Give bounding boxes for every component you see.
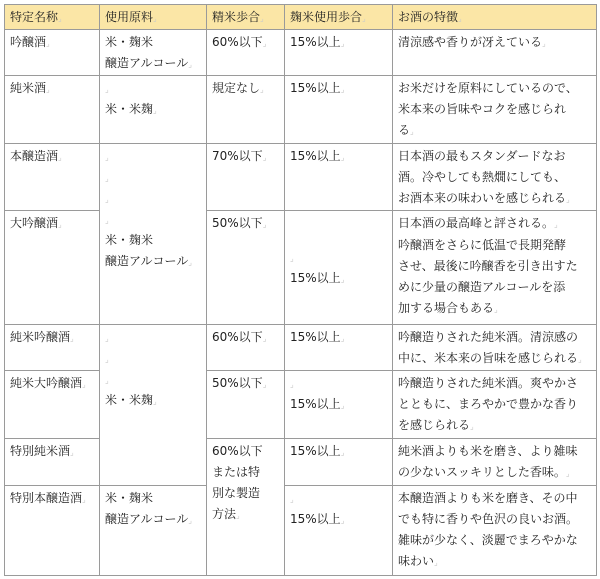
row-polish: 60%以下⌟ — [207, 30, 285, 76]
row-ingredients: 米・麹米 醸造アルコール⌟ — [100, 486, 207, 576]
table-row — [5, 325, 597, 371]
row-name: 純米大吟醸酒⌟ — [5, 371, 100, 439]
table-row — [5, 211, 597, 325]
header-name: 特定名称⌟ — [5, 5, 100, 30]
header-polish: 精米歩合⌟ — [207, 5, 285, 30]
row-ingredients: ⌟ ⌟ ⌟ ⌟ 米・麹米 醸造アルコール⌟ — [100, 144, 207, 325]
row-polish: 50%以下⌟ — [207, 211, 285, 325]
row-feature: 純米酒よりも米を磨き、より雑味 の少ないスッキリとした香味。⌟ — [393, 439, 597, 486]
row-koji: 15%以上⌟ — [285, 144, 393, 211]
row-koji: ⌟ 15%以上⌟ — [285, 371, 393, 439]
table-row — [5, 486, 597, 576]
row-feature: 日本酒の最もスタンダードなお 酒。冷やしても熱燗にしても、 お酒本来の味わいを感じられる⌟ — [393, 144, 597, 211]
row-koji: 15%以上⌟ — [285, 439, 393, 486]
row-feature: お米だけを原料にしているので、 米本来の旨味やコクを感じられ る⌟ — [393, 76, 597, 144]
row-koji: 15%以上⌟ — [285, 30, 393, 76]
row-name: 本醸造酒⌟ — [5, 144, 100, 211]
row-name: 大吟醸酒⌟ — [5, 211, 100, 325]
header-feature: お酒の特徴⌟ — [393, 5, 597, 30]
sake-classification-table — [4, 4, 597, 576]
row-ingredients: ⌟ ⌟ ⌟ 米・米麹⌟ — [100, 325, 207, 486]
row-feature: 吟醸造りされた純米酒。爽やかさ とともに、まろやかで豊かな香り を感じられる⌟ — [393, 371, 597, 439]
row-ingredients: 米・麹米 醸造アルコール⌟ — [100, 30, 207, 76]
row-name: 純米酒⌟ — [5, 76, 100, 144]
table-header-row — [5, 5, 597, 30]
row-name: 特別純米酒⌟ — [5, 439, 100, 486]
row-koji: ⌟ 15%以上⌟ — [285, 486, 393, 576]
row-koji: 15%以上⌟ — [285, 325, 393, 371]
row-polish: 70%以下⌟ — [207, 144, 285, 211]
row-koji: 15%以上⌟ — [285, 76, 393, 144]
row-name: 特別本醸造酒⌟ — [5, 486, 100, 576]
row-feature: 本醸造酒よりも米を磨き、その中 でも特に香りや色沢の良いお酒。 雑味が少なく、淡麗でまろやかな 味わい⌟ — [393, 486, 597, 576]
row-polish: 60%以下 または特 別な製造 方法⌟ — [207, 439, 285, 576]
row-ingredients: ⌟ 米・米麹⌟ — [100, 76, 207, 144]
table-row — [5, 439, 597, 486]
table-row — [5, 144, 597, 211]
row-koji: ⌟ 15%以上⌟ — [285, 211, 393, 325]
row-feature: 吟醸造りされた純米酒。清涼感の 中に、米本来の旨味を感じられる⌟ — [393, 325, 597, 371]
table-row — [5, 30, 597, 76]
row-name: 純米吟醸酒⌟ — [5, 325, 100, 371]
header-koji: 麹米使用歩合⌟ — [285, 5, 393, 30]
row-polish: 60%以下⌟ — [207, 325, 285, 371]
row-polish: 50%以下⌟ — [207, 371, 285, 439]
row-feature: 日本酒の最高峰と評される。⌟ 吟醸酒をさらに低温で長期発酵 させ、最後に吟醸香を引き出すた めに少量の醸造アルコールを添 加する場合もある⌟ — [393, 211, 597, 325]
header-ingredients: 使用原料⌟ — [100, 5, 207, 30]
table-row — [5, 76, 597, 144]
row-name: 吟醸酒⌟ — [5, 30, 100, 76]
table-row — [5, 371, 597, 439]
row-polish: 規定なし⌟ — [207, 76, 285, 144]
row-feature: 清涼感や香りが冴えている⌟ — [393, 30, 597, 76]
